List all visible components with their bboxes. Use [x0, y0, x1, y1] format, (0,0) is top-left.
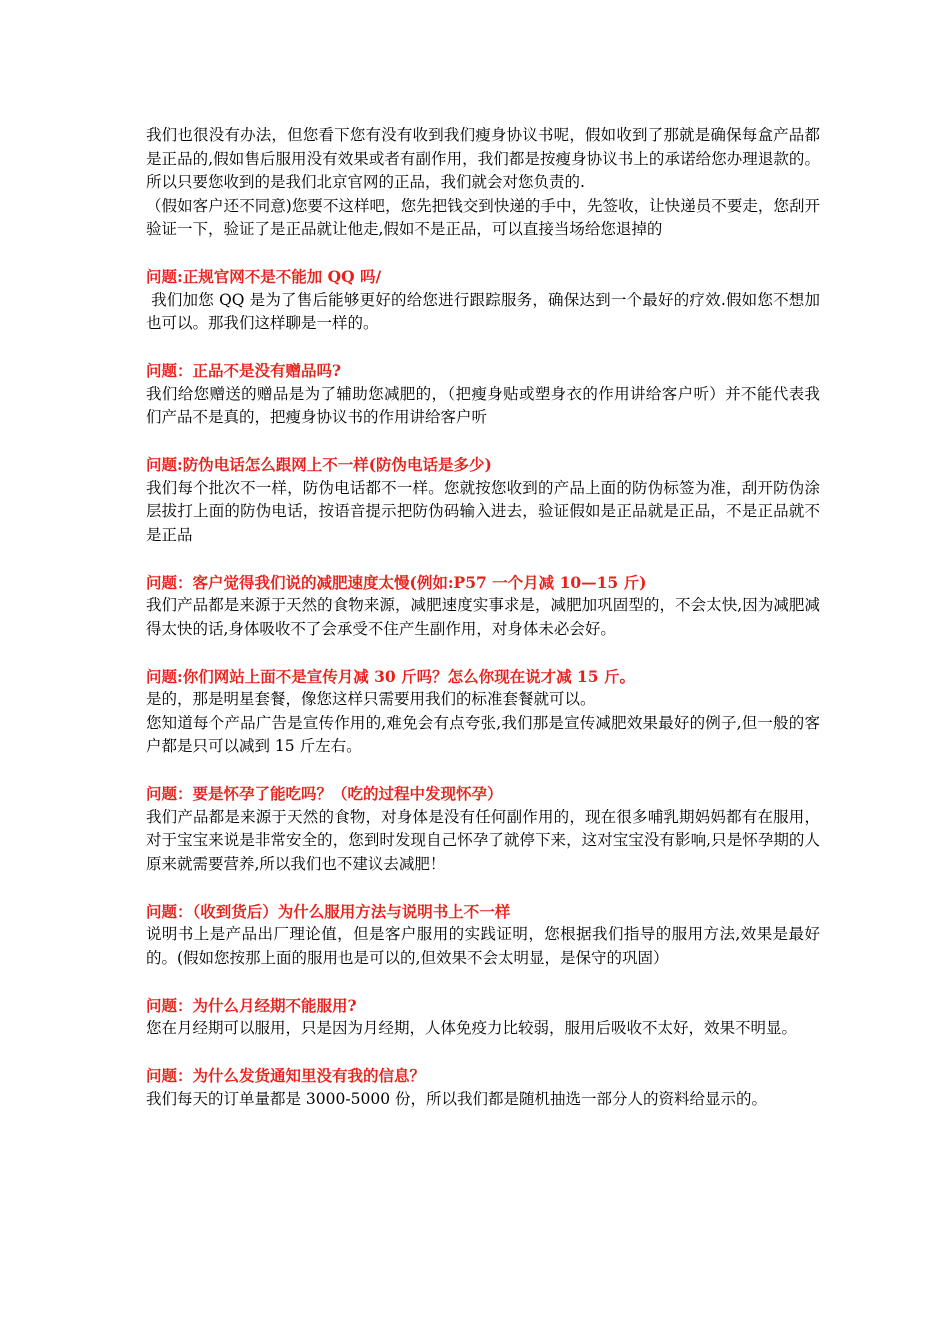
answer-paragraph: 您知道每个产品广告是宣传作用的,难免会有点夸张,我们那是宣传减肥效果最好的例子,但一般的客户都是只可以减到 15 斤左右。: [146, 713, 820, 755]
answer-paragraph: 我们给您赠送的赠品是为了辅助您减肥的，（把瘦身贴或塑身衣的作用讲给客户听）并不能代表我们产品不是真的，把瘦身协议书的作用讲给客户听: [146, 384, 820, 426]
answer-paragraph: 您在月经期可以服用，只是因为月经期，人体免疫力比较弱，服用后吸收不太好，效果不明显。: [146, 1019, 798, 1037]
intro-paragraph-2: （假如客户还不同意)您要不这样吧，您先把钱交到快递的手中，先签收，让快递员不要走，您刮开验证一下，验证了是正品就让他走,假如不是正品，可以直接当场给您退掉的: [146, 196, 820, 238]
question-heading: 问题：（收到货后）为什么服用方法与说明书上不一样: [146, 901, 511, 921]
qa-item-qq: [146, 265, 820, 336]
qa-item-anti-fake-phone: [146, 453, 820, 547]
qa-item-menstruation: [146, 994, 820, 1041]
answer-paragraph: 我们每天的订单量都是 3000-5000 份，所以我们都是随机抽选一部分人的资料给显示的。: [146, 1089, 767, 1108]
question-heading: 问题：为什么发货通知里没有我的信息？: [146, 1066, 426, 1085]
question-heading: 问题:正规官网不是不能加 QQ 吗/: [146, 267, 382, 286]
intro-paragraph-1: 我们也很没有办法，但您看下您有没有收到我们瘦身协议书呢，假如收到了那就是确保每盒产品都是正品的,假如售后服用没有效果或者有副作用，我们都是按瘦身协议书上的承诺给您办理退款的。所以只要您收到的是我们北京官网的正品，我们就会对您负责的.: [146, 126, 820, 191]
question-heading: 问题:你们网站上面不是宣传月减 30 斤吗？怎么你现在说才减 15 斤。: [146, 666, 635, 686]
question-heading: 问题：为什么月经期不能服用?: [146, 995, 357, 1015]
qa-item-30-jin: [146, 665, 820, 759]
answer-paragraph: 我们产品都是来源于天然的食物，对身体是没有任何副作用的，现在很多哺乳期妈妈都有在服用，对于宝宝来说是非常安全的，您到时发现自己怀孕了就停下来，这对宝宝没有影响,只是怀孕期的人原来就需要营养,所以我们也不建议去减肥！: [146, 807, 820, 873]
qa-item-pregnancy: [146, 782, 820, 876]
question-heading: 问题:防伪电话怎么跟网上不一样(防伪电话是多少): [146, 455, 492, 474]
question-heading: 问题：要是怀孕了能吃吗？（吃的过程中发现怀孕）: [146, 784, 503, 803]
qa-item-gift: [146, 359, 820, 430]
answer-paragraph: 我们加您 QQ 是为了售后能够更好的给您进行跟踪服务，确保达到一个最好的疗效.假如您不想加也可以。那我们这样聊是一样的。: [146, 290, 820, 332]
qa-item-usage-method: [146, 900, 820, 971]
answer-paragraph: 说明书上是产品出厂理论值，但是客户服用的实践证明，您根据我们指导的服用方法,效果是最好的。(假如您按那上面的服用也是可以的,但效果不会太明显，是保守的巩固）: [146, 925, 820, 967]
question-heading: 问题：正品不是没有赠品吗?: [146, 361, 342, 380]
qa-item-shipping-notice: [146, 1064, 820, 1111]
answer-paragraph: 是的，那是明星套餐，像您这样只需要用我们的标准套餐就可以。: [146, 690, 596, 708]
qa-item-slow-speed: [146, 571, 820, 642]
answer-paragraph: 我们产品都是来源于天然的食物来源，减肥速度实事求是，减肥加巩固型的，不会太快,因为减肥减得太快的话,身体吸收不了会承受不住产生副作用，对身体未必会好。: [146, 596, 820, 638]
answer-paragraph: 我们每个批次不一样，防伪电话都不一样。您就按您收到的产品上面的防伪标签为准，刮开防伪涂层拔打上面的防伪电话，按语音提示把防伪码输入进去，验证假如是正品就是正品，不是正品就不是正品: [146, 478, 820, 544]
question-heading: 问题：客户觉得我们说的减肥速度太慢(例如:P57 一个月减 10—15 斤): [146, 572, 647, 592]
